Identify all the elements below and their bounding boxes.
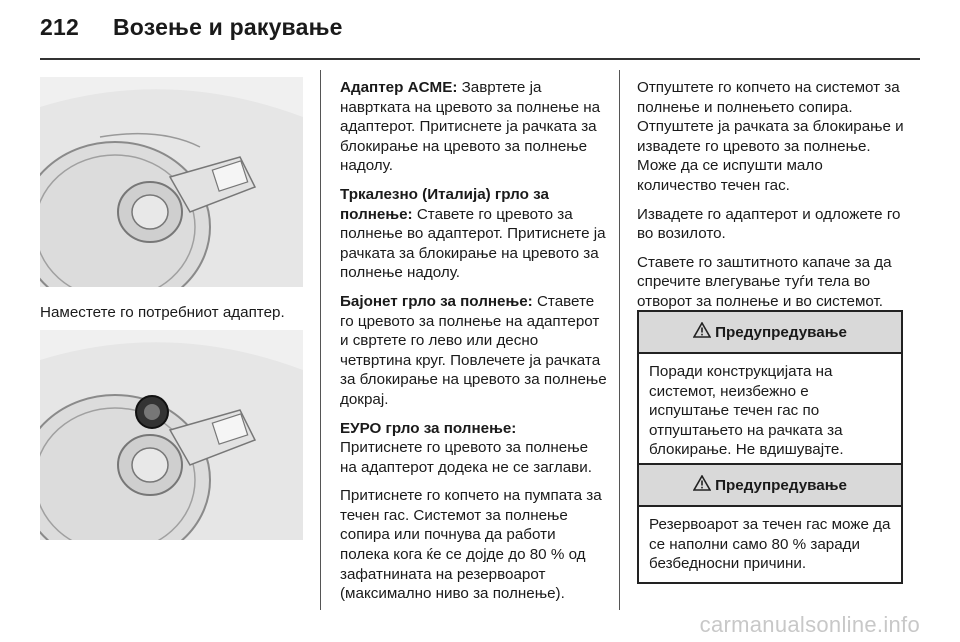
page-header xyxy=(40,14,343,41)
warning-box-2 xyxy=(637,463,903,584)
remove-adapter-paragraph: Извадете го адаптерот и одложете го во возилото. xyxy=(637,205,901,243)
warning-title-2: Предупредување xyxy=(715,476,847,494)
warning-triangle-icon xyxy=(693,322,711,342)
release-paragraph: Отпуштете го копчето на системот за полнење и полнењето сопира. Отпуштете ја рачката за блокирање и извадете го цревото за полнење. Може да се испушти мало количество течен гас. xyxy=(637,79,904,194)
right-column xyxy=(637,78,905,321)
bayonet-paragraph xyxy=(340,292,608,410)
warning-title-1: Предупредување xyxy=(715,323,847,341)
watermark: carmanualsonline.info xyxy=(699,612,920,637)
page-number: 212 xyxy=(40,14,79,40)
page-title: Возење и ракување xyxy=(112,14,343,40)
pump-paragraph: Притиснете го копчето на пумпата за течен гас. Системот за полнење сопира или почнува да работи полека кога ќе се дојде до 80 % од зафатнината на резервоарот (максимално ниво за полнење). xyxy=(340,487,602,603)
protective-cap-paragraph: Ставете го заштитното капаче за да спречите влегување туѓи тела во отворот за полнење и во системот. xyxy=(637,253,892,310)
adapter-illustration xyxy=(40,330,303,540)
bayonet-text: Ставете го цревото за полнење на адаптерот и свртете го лево или десно четвртина круг. Повлечете ја рачката за блокирање на цревото за полнење докрај. xyxy=(340,292,607,408)
image-caption: Наместете го потребниот адаптер. xyxy=(40,304,285,321)
warning-text-2: Резервоарот за течен гас може да се наполни само 80 % заради безбедносни причини. xyxy=(649,516,891,573)
euro-paragraph xyxy=(340,419,608,478)
italy-heading: Тркалезно (Италија) грло за полнење: xyxy=(340,185,549,223)
euro-heading: ЕУРО грло за полнење: xyxy=(340,419,517,437)
warning-header-2 xyxy=(639,465,901,507)
bayonet-heading: Бајонет грло за полнење: xyxy=(340,292,533,310)
acme-text: Завртете ја навртката на цревото за полнење на адаптерот. Притиснете ја рачката за блокирање на цревото за полнење надолу. xyxy=(340,79,601,175)
warning-box-1 xyxy=(637,310,903,470)
column-divider-1 xyxy=(320,70,321,610)
middle-column xyxy=(340,78,608,613)
acme-paragraph xyxy=(340,78,608,176)
warning-text-1: Поради конструкцијата на системот, неизбежно е испуштање течен гас по отпуштањето на рачката за блокирање. Не вдишувајте. xyxy=(649,363,844,459)
euro-text: Притиснете го цревото за полнење на адаптерот додека не се заглави. xyxy=(340,439,592,476)
column-divider-2 xyxy=(619,70,620,610)
header-rule xyxy=(40,58,920,60)
fuel-flap-illustration xyxy=(40,77,303,287)
italy-paragraph xyxy=(340,185,608,283)
warning-header-1 xyxy=(639,312,901,354)
italy-text: Ставете го цревото за полнење во адаптерот. Притиснете ја рачката за блокирање на цревото за полнење надолу. xyxy=(340,205,606,282)
acme-heading: Адаптер ACME: xyxy=(340,79,458,96)
warning-triangle-icon xyxy=(693,475,711,495)
